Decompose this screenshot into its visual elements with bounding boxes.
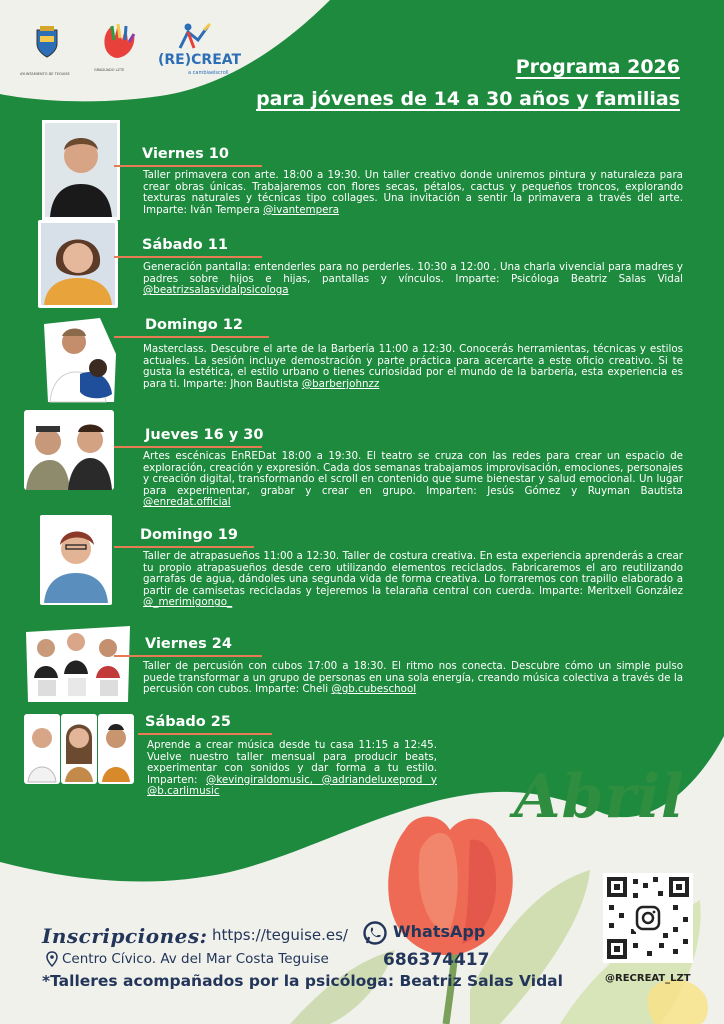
teguise-shield-icon <box>34 26 60 58</box>
day-underline-2 <box>114 256 262 258</box>
event-day-3: Domingo 12 <box>145 317 243 333</box>
instagram-handle[interactable]: @RECREAT_LZT <box>605 973 691 984</box>
phone-number[interactable]: 686374417 <box>383 950 490 970</box>
instructor-handle-7[interactable]: @kevingiraldomusic, @adriandeluxeprod y @b.carlimusic <box>147 773 437 798</box>
event-desc-1: Taller primavera con arte. 18:00 a 19:30. Un taller creativo donde uniremos pintura y naturaleza para crear obras únicas. Trabajaremos con flores secas, pétalos, cactus y pequeños troncos, explorando texturas naturales y técnicas tipo collages. Una invitación a sentir la primavera a través del arte. Imparte: Iván Tempera @ivantempera <box>143 169 683 216</box>
avatar-cheli-group <box>24 618 132 704</box>
program-subtitle: para jóvenes de 14 a 30 años y familias <box>256 88 680 110</box>
event-day-2: Sábado 11 <box>142 237 228 253</box>
ayuntamiento-caption: AYUNTAMIENTO DE TEGUISE <box>20 72 70 76</box>
avatar-meritxell <box>40 515 112 605</box>
instructor-handle-4[interactable]: @enredat.official <box>143 496 231 509</box>
event-day-5: Domingo 19 <box>140 527 238 543</box>
event-desc-4: Artes escénicas EnREDat 18:00 a 19:30. El teatro se cruza con las redes para crear un espacio de exploración, creación y expresión. Cada dos semanas trabajamos improvisación, emociones, personajes y creación digital, transformando el scroll en contenido que sume bienestar y salud emocional. Un lugar para experimentar, grabar y crear en grupo. Imparten: Jesús Gómez y Ruyman Bautista @enredat.official <box>143 450 683 509</box>
avatar-beatriz <box>38 220 118 308</box>
instructor-handle-6[interactable]: @gb.cubeschool <box>331 683 417 696</box>
logos <box>20 18 240 78</box>
avatar-jhon <box>40 314 120 406</box>
event-desc-6: Taller de percusión con cubos 17:00 a 18:30. El ritmo nos conecta. Descubre cómo un simple pulso puede transformar a un grupo de personas en una sola energía, creando música colectiva a través de la percusión con cubos. Imparte: Cheli @gb.cubeschool <box>143 660 683 696</box>
instructor-handle-3[interactable]: @barberjohnzz <box>301 377 380 390</box>
recreat-logo-text: (RE)CREAT <box>158 52 242 68</box>
day-underline-6 <box>114 655 262 657</box>
day-underline-1 <box>114 165 262 167</box>
whatsapp-icon <box>362 920 388 946</box>
recreat-logo-sub: a cambiaelscroll <box>188 70 229 76</box>
recreat-figure-icon <box>174 22 214 50</box>
instructor-handle-1[interactable]: @ivantempera <box>263 203 339 216</box>
event-desc-5: Taller de atrapasueños 11:00 a 12:30. Taller de costura creativa. En esta experiencia aprenderás a crear tu propio atrapasueños desde cero utilizando elementos reciclados. Fabricaremos el aro reutilizando garrafas de agua, dándoles una segunda vida de forma creativa. Lo forraremos con trapillo elaborado a partir de camisetas recicladas y tejeremos la telaraña central con cuerda. Imparte: Meritxell González @_merimigongo_ <box>143 550 683 609</box>
month-title: Abril <box>514 762 685 832</box>
instructor-handle-2[interactable]: @beatrizsalasvidalpsicologa <box>143 284 289 297</box>
location-pin-icon <box>46 951 58 967</box>
event-day-1: Viernes 10 <box>142 146 229 162</box>
event-day-7: Sábado 25 <box>145 714 231 730</box>
second-logo-caption: GRADUADO LZTE <box>94 68 125 72</box>
psychologist-note: *Talleres acompañados por la psicóloga: Beatriz Salas Vidal <box>42 972 563 990</box>
hand-logo-icon <box>98 20 140 62</box>
day-underline-7 <box>138 733 272 735</box>
whatsapp-label: WhatsApp <box>393 922 486 941</box>
program-title: Programa 2026 <box>515 56 680 78</box>
avatar-kevin-adrian-carli <box>24 714 134 784</box>
event-desc-3: Masterclass. Descubre el arte de la Barbería 11:00 a 12:30. Conocerás herramientas, técnicas y estilos actuales. La sesión incluye demostración y parte práctica para acercarte a este oficio creativo. Si te gusta la estética, el estilo urbano o tienes curiosidad por el mundo de la barbería, esta experiencia es para ti. Imparte: Jhon Bautista @barberjohnzz <box>143 343 683 390</box>
qr-code-icon[interactable] <box>603 873 693 963</box>
inscripciones-label: Inscripciones: <box>42 924 208 948</box>
address: Centro Cívico. Av del Mar Costa Teguise <box>62 951 329 967</box>
event-desc-2: Generación pantalla: entenderles para no perderles. 10:30 a 12:00 . Una charla vivencial para madres y padres sobre hijos e hijas, pantallas y vínculos. Imparte: Psicóloga Beatriz Salas Vidal @beatrizsalasvidalpsicologa <box>143 261 683 297</box>
avatar-ivan <box>42 120 120 220</box>
day-underline-4 <box>114 446 262 448</box>
avatar-jesus-ruyman <box>24 410 114 490</box>
day-underline-3 <box>114 336 269 338</box>
registration-link[interactable]: https://teguise.es/ <box>212 926 348 944</box>
event-desc-7: Aprende a crear música desde tu casa 11:15 a 12:45. Vuelve nuestro taller mensual para producir beats, experimentar con sonidos y dar forma a tu estilo. Imparten: @kevingiraldomusic, @adriandeluxeprod y @b.carlimusic <box>147 739 437 798</box>
instructor-handle-5[interactable]: @_merimigongo_ <box>143 596 233 609</box>
event-day-6: Viernes 24 <box>145 636 232 652</box>
day-underline-5 <box>114 546 254 548</box>
event-day-4: Jueves 16 y 30 <box>145 427 264 443</box>
